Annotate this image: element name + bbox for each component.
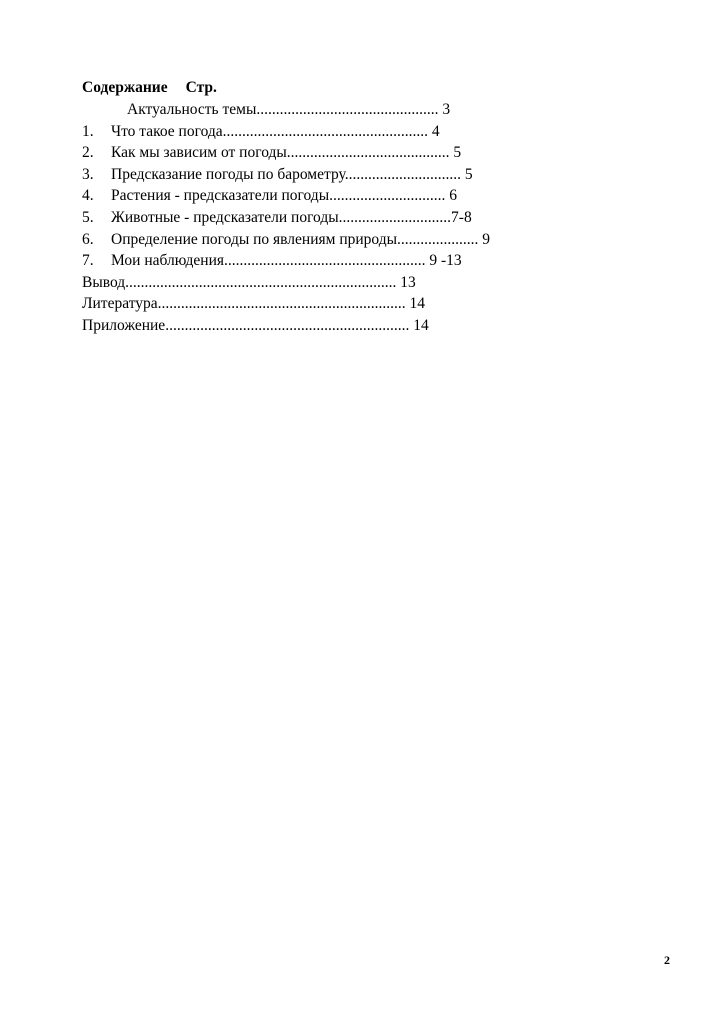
toc-item-number: 4. — [82, 187, 94, 205]
toc-conclusion-line: Вывод...................................................................... 13 — [82, 273, 416, 291]
toc-item-text: Мои наблюдения.................................................... 9 -13 — [111, 252, 462, 270]
toc-heading — [82, 77, 642, 99]
toc-item-text: Как мы зависим от погоды.......................................... 5 — [111, 144, 462, 162]
toc-item — [82, 229, 642, 251]
toc-item — [82, 164, 642, 186]
toc-item-number: 5. — [82, 208, 94, 226]
toc-intro-line: Актуальность темы............................................... 3 — [127, 101, 451, 118]
toc-item-number: 1. — [82, 122, 94, 140]
toc-title: Содержание — [82, 79, 168, 96]
toc-item — [82, 207, 642, 229]
page-column-label: Стр. — [185, 79, 217, 96]
toc-item — [82, 185, 642, 207]
toc-item-text: Растения - предсказатели погоды.............................. 6 — [111, 187, 457, 205]
toc-item-number: 3. — [82, 165, 94, 183]
toc-item-number: 7. — [82, 252, 94, 270]
table-of-contents — [82, 77, 642, 337]
toc-item-text: Животные - предсказатели погоды.............................7-8 — [111, 208, 472, 226]
toc-item — [82, 250, 642, 272]
toc-item-number: 6. — [82, 230, 94, 248]
toc-item-text: Определение погоды по явлениям природы..................... 9 — [111, 230, 491, 248]
toc-literature-line: Литература................................................................ 14 — [82, 295, 426, 313]
toc-item-text: Предсказание погоды по барометру.............................. 5 — [111, 165, 473, 183]
page-number: 2 — [664, 953, 670, 967]
toc-appendix-line: Приложение............................................................... 14 — [82, 316, 429, 334]
toc-item-number: 2. — [82, 144, 94, 162]
toc-item — [82, 142, 642, 164]
toc-item-text: Что такое погода..................................................... 4 — [111, 122, 440, 140]
toc-item — [82, 121, 642, 143]
